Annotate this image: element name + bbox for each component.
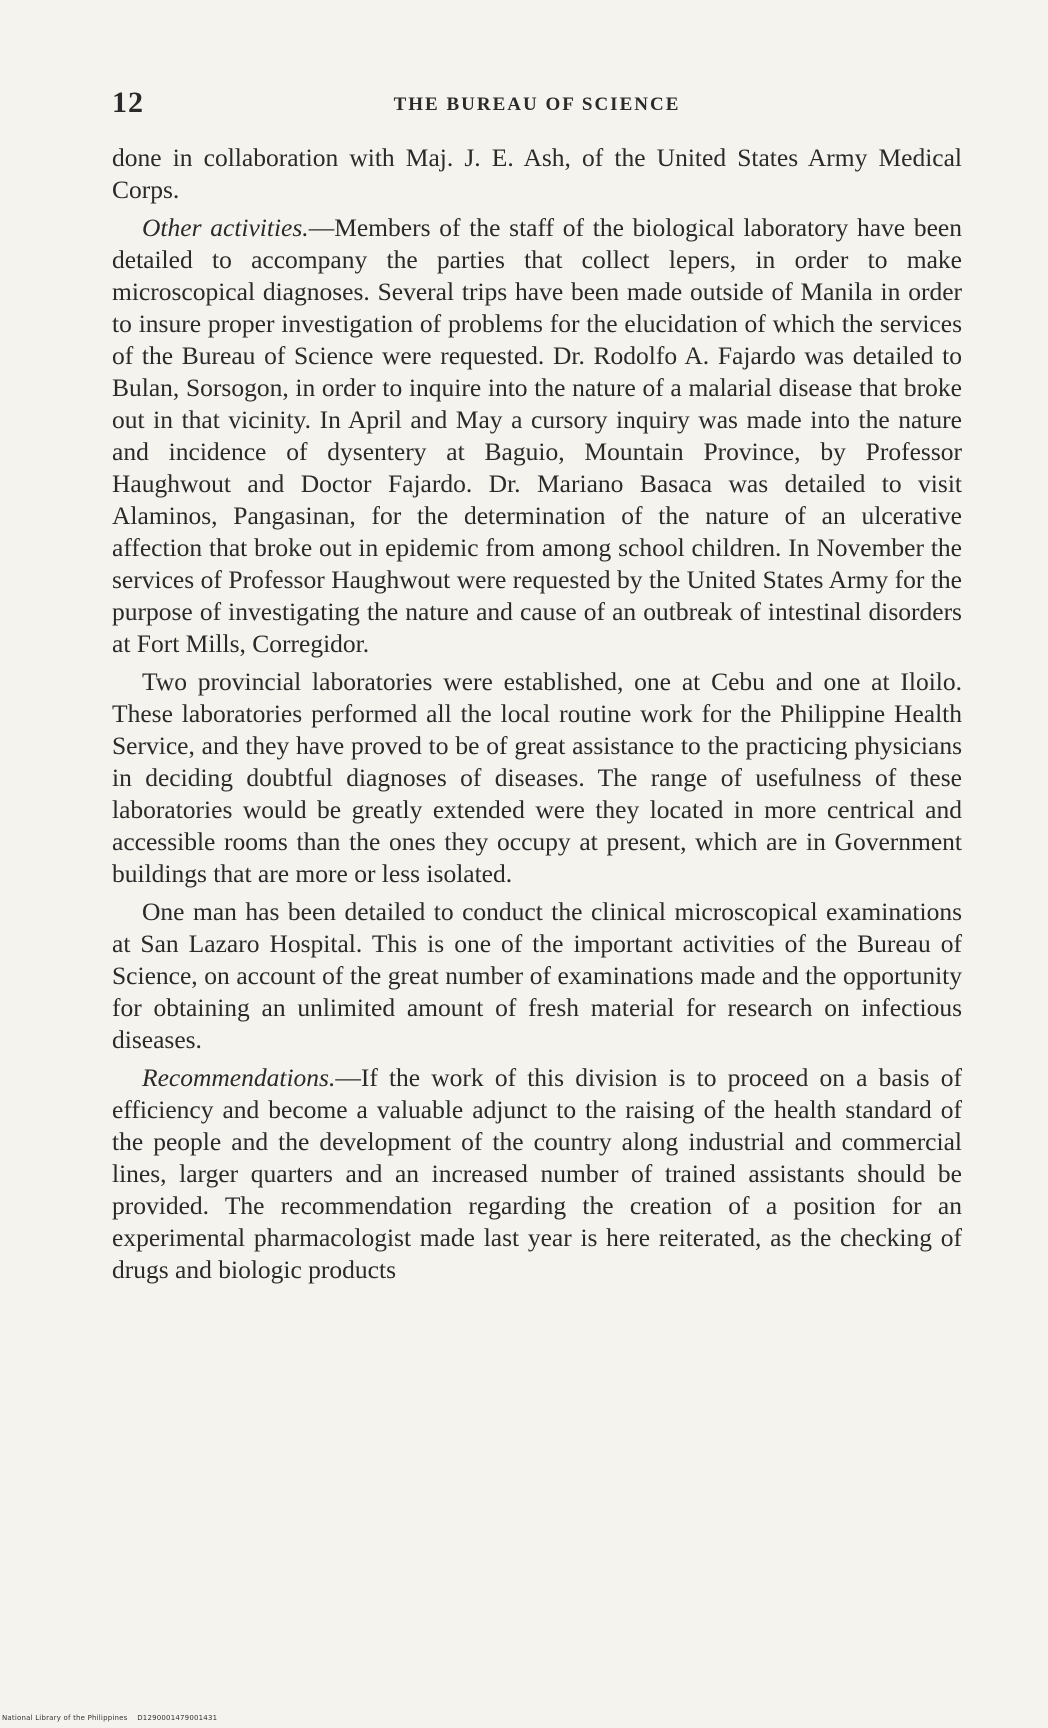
- library-footer: [2, 1714, 217, 1722]
- library-stamp: National Library of the Philippines: [2, 1714, 128, 1722]
- paragraph-san-lazaro: [112, 896, 962, 1056]
- running-title: THE BUREAU OF SCIENCE: [393, 94, 681, 115]
- page-header: [112, 86, 962, 126]
- paragraph-text: —If the work of this division is to proceed on a basis of efficiency and become a valuable adjunct to the raising of the health standard of the people and the development of the country along industrial and commercial lines, larger quarters and an increased number of trained assistants should be provided. The recommendation regarding the creation of a position for an experimental pharmacologist made last year is here reiterated, as the checking of drugs and biologic products: [112, 1063, 962, 1284]
- record-id: D1290001479001431: [137, 1714, 218, 1722]
- paragraph-provincial-laboratories: [112, 666, 962, 890]
- page-number: 12: [112, 86, 144, 119]
- paragraph-lead: Other activities.: [142, 213, 309, 242]
- paragraph-recommendations: [112, 1062, 962, 1286]
- paragraph-lead: Recommendations.: [142, 1063, 336, 1092]
- body-text: [112, 142, 962, 1292]
- paragraph-text: One man has been detailed to conduct the clinical microscopical examinations at San Lazaro Hospital. This is one of the important activities of the Bureau of Science, on account of the great number of examinations made and the opportunity for obtaining an unlimited amount of fresh material for research on infectious diseases.: [112, 897, 962, 1054]
- paragraph-text: done in collaboration with Maj. J. E. Ash, of the United States Army Medical Corps.: [112, 143, 962, 204]
- paragraph-text: Two provincial laboratories were established, one at Cebu and one at Iloilo. These laboratories performed all the local routine work for the Philippine Health Service, and they have proved to be of great assistance to the practicing physicians in deciding doubtful diagnoses of diseases. The range of usefulness of these laboratories would be greatly extended were they located in more centrical and accessible rooms than the ones they occupy at present, which are in Government buildings that are more or less isolated.: [112, 667, 962, 888]
- paragraph-continued: [112, 142, 962, 206]
- paragraph-other-activities: [112, 212, 962, 660]
- paragraph-text: —Members of the staff of the biological laboratory have been detailed to accompany the parties that collect lepers, in order to make microscopical diagnoses. Several trips have been made outside of Manila in order to insure proper investigation of problems for the elucidation of which the services of the Bureau of Science were requested. Dr. Rodolfo A. Fajardo was detailed to Bulan, Sorsogon, in order to inquire into the nature of a malarial disease that broke out in that vicinity. In April and May a cursory inquiry was made into the nature and incidence of dysentery at Baguio, Mountain Province, by Professor Haughwout and Doctor Fajardo. Dr. Mariano Basaca was detailed to visit Alaminos, Pangasinan, for the determination of the nature of an ulcerative affection that broke out in epidemic from among school children. In November the services of Professor Haughwout were requested by the United States Army for the purpose of investigating the nature and cause of an outbreak of intestinal disorders at Fort Mills, Corregidor.: [112, 213, 962, 658]
